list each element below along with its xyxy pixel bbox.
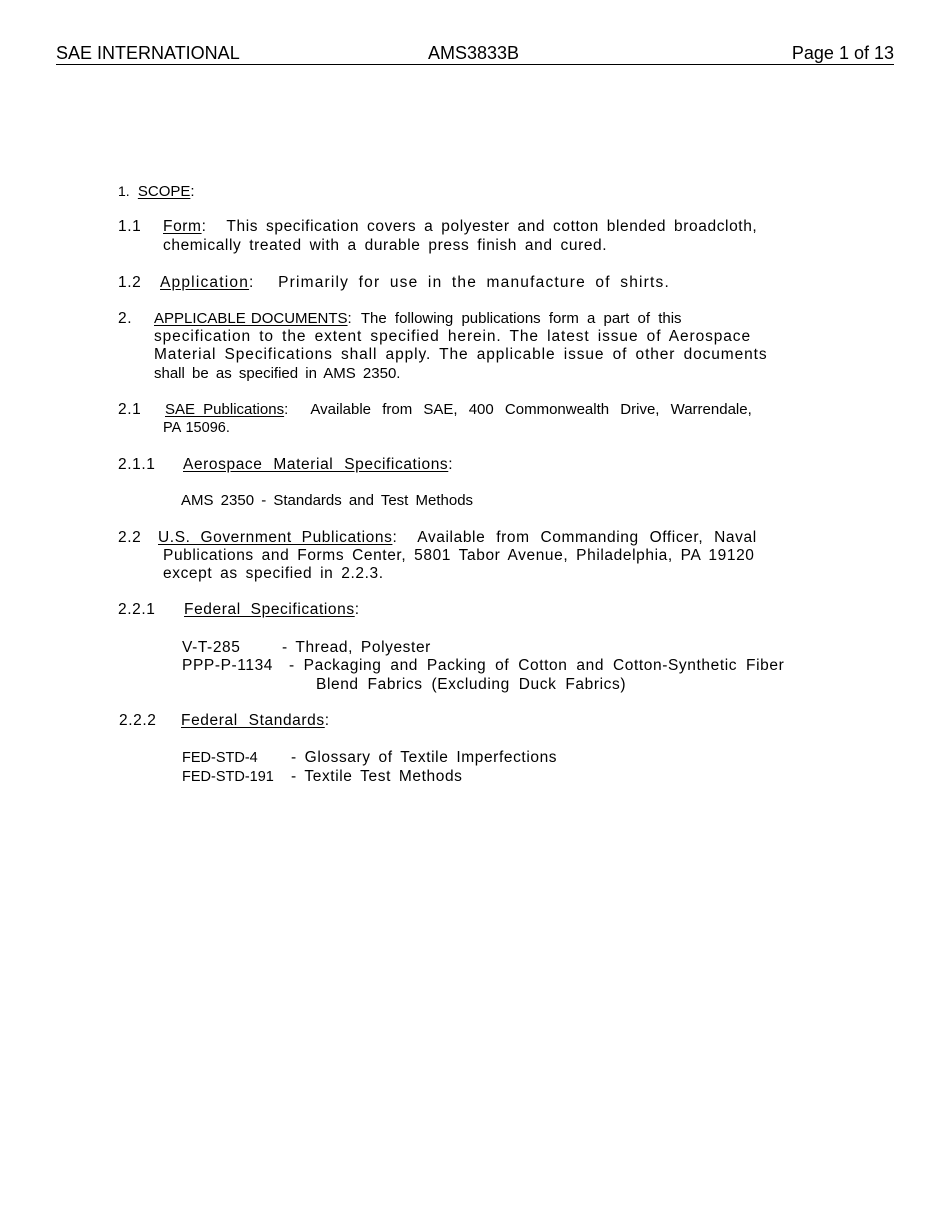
section-2-number: 2. — [118, 310, 133, 327]
standard-item-code: FED-STD-191 — [182, 769, 274, 785]
section-2-2-2-title: Federal Standards — [181, 712, 325, 729]
header-document-number: AMS3833B — [428, 43, 520, 63]
section-2-1-title: SAE Publications — [165, 401, 285, 418]
section-2-2-text-line1: Available from Commanding Officer, Naval — [417, 529, 757, 546]
page-header — [56, 43, 894, 65]
standard-item-desc: - Textile Test Methods — [291, 768, 463, 785]
section-2-1-number: 2.1 — [118, 401, 142, 418]
section-1-2-line — [160, 274, 670, 292]
section-2-text-line3: Material Specifications shall apply. The applicable issue of other documents — [154, 346, 768, 363]
section-1-1-title: Form — [163, 218, 202, 235]
section-2-1-1-item: AMS 2350 - Standards and Test Methods — [181, 492, 474, 509]
section-2-1-line1 — [165, 401, 752, 419]
header-page-number: Page 1 of 13 — [791, 43, 894, 63]
section-1-2-title: Application — [160, 274, 250, 291]
section-2-2-line1 — [158, 529, 757, 547]
section-2-2-title: U.S. Government Publications — [158, 529, 393, 546]
section-1-number: 1. — [118, 183, 130, 199]
section-2-1-1-colon: : — [448, 456, 454, 473]
section-2-text-line4: shall be as specified in AMS 2350. — [154, 365, 401, 382]
section-2-2-1-title: Federal Specifications — [184, 601, 355, 618]
section-1-colon: : — [190, 183, 195, 200]
section-2-1-text-line2: PA 15096. — [163, 420, 230, 436]
section-2-2-2-number: 2.2.2 — [119, 712, 157, 729]
section-2-2-1-heading — [184, 601, 360, 619]
spec-item-code: V-T-285 — [182, 639, 241, 656]
standard-item-code: FED-STD-4 — [182, 750, 258, 766]
section-2-title: APPLICABLE DOCUMENTS — [154, 310, 348, 327]
section-1-heading — [118, 182, 195, 201]
section-2-line1 — [154, 310, 682, 328]
section-2-1-1-title: Aerospace Material Specifications — [183, 456, 449, 473]
standard-item-desc: - Glossary of Textile Imperfections — [291, 749, 558, 766]
section-2-2-1-colon: : — [354, 601, 360, 618]
section-1-2-text: Primarily for use in the manufacture of shirts. — [278, 274, 670, 291]
section-2-1-1-number: 2.1.1 — [118, 456, 156, 473]
section-2-1-text-line1: Available from SAE, 400 Commonwealth Drive, Warrendale, — [310, 401, 752, 418]
section-1-1-number: 1.1 — [118, 218, 142, 235]
spec-item-desc-continued: Blend Fabrics (Excluding Duck Fabrics) — [316, 676, 627, 693]
section-2-2-number: 2.2 — [118, 529, 142, 546]
spec-item-code: PPP-P-1134 — [182, 657, 274, 674]
spec-item-desc: - Packaging and Packing of Cotton and Cotton-Synthetic Fiber — [289, 657, 785, 674]
section-2-2-text-line2: Publications and Forms Center, 5801 Tabor Avenue, Philadelphia, PA 19120 — [163, 547, 755, 564]
section-1-1-text-line2: chemically treated with a durable press finish and cured. — [163, 237, 608, 254]
section-1-2-number: 1.2 — [118, 274, 142, 291]
section-2-text-line1: The following publications form a part of this — [360, 310, 682, 327]
section-2-1-1-heading — [183, 456, 453, 474]
section-1-1-colon: : — [201, 218, 207, 235]
section-1-1-line1 — [163, 218, 840, 236]
spec-item-desc: - Thread, Polyester — [282, 639, 431, 656]
section-2-1-colon: : — [284, 401, 289, 418]
section-2-2-1-number: 2.2.1 — [118, 601, 156, 618]
section-1-title: SCOPE — [137, 183, 191, 200]
section-1-2-colon: : — [249, 274, 255, 291]
section-2-2-2-colon: : — [324, 712, 330, 729]
header-organization: SAE INTERNATIONAL — [56, 43, 240, 63]
section-2-2-colon: : — [392, 529, 398, 546]
section-2-2-text-line3: except as specified in 2.2.3. — [163, 565, 384, 582]
section-1-1-text-line1: This specification covers a polyester and cotton blended broadcloth, — [226, 218, 758, 235]
section-2-colon: : — [347, 310, 352, 327]
section-2-text-line2: specification to the extent specified herein. The latest issue of Aerospace — [154, 328, 751, 345]
section-2-2-2-heading — [181, 712, 330, 730]
